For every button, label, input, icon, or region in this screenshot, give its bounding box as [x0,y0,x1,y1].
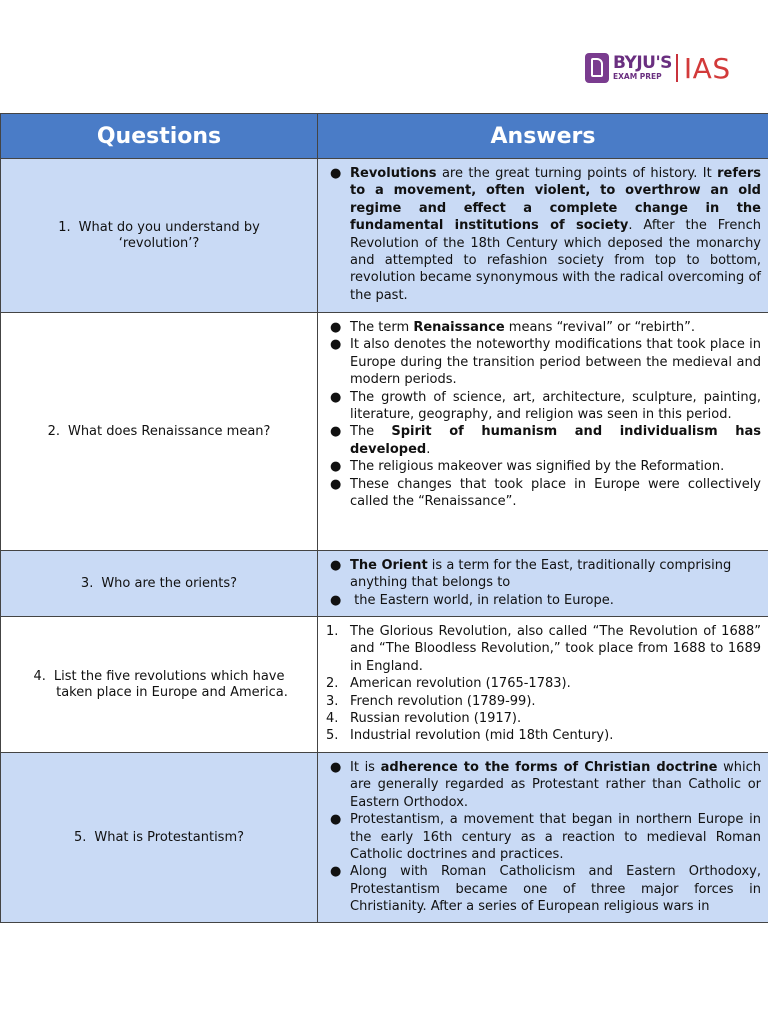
table-row [1,551,768,617]
list-item: ● Along with Roman Catholicism and Eastern Orthodoxy, Protestantism became one of three major forces in Christianity. After a series of European religious wars in [326,863,761,915]
list-item: ● The Orient is a term for the East, traditionally comprising anything that belongs to [326,557,761,592]
list-item: ● Protestantism, a movement that began in northern Europe in the early 16th century as a reaction to medieval Roman Catholic doctrines and practices. [326,811,761,863]
question-cell [1,159,318,313]
bullet-icon: ● [330,459,342,475]
list-item: ● the Eastern world, in relation to Europe. [326,592,761,609]
bullet-icon: ● [330,424,342,440]
bullet-icon: ● [330,320,342,335]
question-number: 2. [47,423,60,439]
list-number: 5. [326,728,339,744]
answer-cell [318,313,768,551]
bullet-icon: ● [330,476,342,492]
list-item: 4. Russian revolution (1917). [326,711,522,727]
bullet-icon: ● [330,337,342,353]
list-number: 2. [326,676,339,692]
list-item: 1. The Glorious Revolution, also called “The Revolution of 1688” and “The Bloodless Revolution,” took place from 1688 to 1689 in England. [326,624,761,674]
bullet-icon: ● [330,812,342,828]
qa-table [0,113,768,923]
bullet-icon: ● [330,592,342,608]
list-item: ● The term Renaissance means “revival” or “rebirth”. [326,319,761,336]
logo-divider [676,54,678,82]
question-number: 4. [33,668,46,684]
question-cell [1,617,318,753]
bullet-icon: ● [330,760,342,775]
question-text: ‘revolution’? [118,235,200,251]
table-row [1,159,768,313]
table-row [1,313,768,551]
list-number: 4. [326,711,339,727]
list-item: 2. American revolution (1765-1783). [326,676,571,692]
answer-cell [318,617,768,753]
list-item: ● The growth of science, art, architecture, sculpture, painting, literature, geography, and religion was seen in this period. [326,389,761,424]
answer-cell [318,159,768,313]
list-item: ● It also denotes the noteworthy modifications that took place in Europe during the transition period between the medieval and modern periods. [326,336,761,388]
logo-ias: IAS [683,51,731,85]
bullet-icon: ● [330,864,342,880]
logo-wordmark [613,55,672,81]
question-text: List the five revolutions which have [53,668,285,684]
list-item: ● The religious makeover was signified by the Reformation. [326,458,761,475]
question-cell [1,313,318,551]
table-row [1,617,768,753]
question-text: What does Renaissance mean? [67,423,271,439]
question-number: 1. [58,219,71,235]
byjus-ias-logo [585,52,731,84]
byjus-logo-icon [585,53,609,83]
bullet-icon: ● [330,389,342,405]
header-questions: Questions [1,114,318,159]
question-cell [1,753,318,923]
question-cell [1,551,318,617]
table-header-row [1,114,768,159]
question-number: 5. [73,829,87,845]
list-number: 3. [326,693,339,709]
answer-cell [318,753,768,923]
bullet-icon: ● [330,166,342,181]
list-item: ● It is adherence to the forms of Christian doctrine which are generally regarded as Protestant rather than Catholic or Eastern Orthodox. [326,759,761,811]
logo-subtitle: EXAM PREP [613,72,662,82]
header-answers: Answers [318,114,768,159]
logo-brand: BYJU'S [613,53,672,74]
list-item: ● These changes that took place in Europe were collectively called the “Renaissance”. [326,476,761,511]
list-item: 5. Industrial revolution (mid 18th Century). [326,728,614,744]
bullet-icon: ● [330,558,342,573]
list-number: 1. [326,624,339,639]
question-text: What is Protestantism? [94,829,245,845]
question-text: taken place in Europe and America. [56,684,288,700]
list-item: ● Revolutions are the great turning points of history. It refers to a movement, often violent, to overthrow an old regime and effect a complete change in the fundamental institutions of society. After the French Revolution of the 18th Century which deposed the monarchy and attempted to refashion society from top to bottom, revolution became synonymous with the radical overcoming of the past. [326,165,761,304]
table-row [1,753,768,923]
list-item: ● The Spirit of humanism and individualism has developed. [326,423,761,458]
question-text: Who are the orients? [101,575,238,591]
question-number: 3. [80,575,94,591]
question-text: What do you understand by [78,219,260,235]
answer-cell [318,551,768,617]
list-item: 3. French revolution (1789-99). [326,693,536,709]
